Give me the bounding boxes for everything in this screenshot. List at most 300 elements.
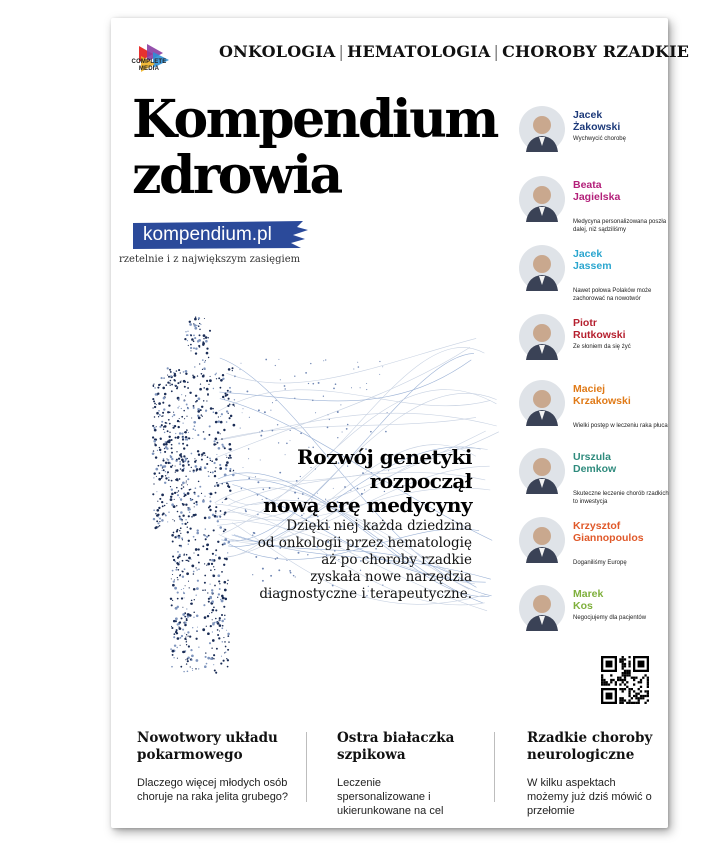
figure-dot xyxy=(159,518,161,520)
figure-dot xyxy=(187,484,188,485)
figure-dot xyxy=(221,444,223,446)
figure-dot xyxy=(159,384,161,386)
figure-dot xyxy=(217,431,219,433)
figure-dot xyxy=(201,493,202,494)
figure-dot xyxy=(215,618,217,620)
figure-dot xyxy=(159,498,161,500)
figure-dot xyxy=(227,485,229,487)
figure-dot xyxy=(223,637,224,638)
figure-dot xyxy=(172,555,174,557)
figure-dot xyxy=(228,541,230,543)
person-photo xyxy=(519,314,565,360)
figure-dot xyxy=(216,378,217,379)
figure-dot xyxy=(220,510,222,512)
figure-dot xyxy=(154,387,156,389)
person-quote: Doganiliśmy Europę xyxy=(573,560,627,566)
figure-dot xyxy=(192,438,193,439)
figure-dot xyxy=(165,447,166,448)
figure-dot xyxy=(196,615,199,618)
person-last-name: Rutkowski xyxy=(573,329,626,341)
figure-dot xyxy=(193,405,195,407)
figure-dot xyxy=(181,589,182,590)
figure-dot xyxy=(227,583,228,584)
figure-dot xyxy=(180,453,182,455)
figure-dot xyxy=(168,477,169,478)
figure-dot xyxy=(184,621,186,623)
figure-dot xyxy=(185,476,186,477)
drift-dot xyxy=(272,430,274,432)
drift-dot xyxy=(277,424,278,425)
figure-dot xyxy=(206,544,209,547)
figure-dot xyxy=(210,493,213,496)
figure-dot xyxy=(200,383,201,384)
figure-dot xyxy=(195,395,197,397)
person-first-name: Krzysztof xyxy=(573,520,621,532)
figure-dot xyxy=(199,334,201,336)
figure-dot xyxy=(212,639,215,642)
figure-dot xyxy=(153,384,155,386)
figure-dot xyxy=(179,530,180,531)
figure-dot xyxy=(221,438,223,440)
figure-dot xyxy=(180,666,182,668)
figure-dot xyxy=(214,669,216,671)
figure-dot xyxy=(171,534,174,537)
figure-dot xyxy=(156,476,157,477)
figure-dot xyxy=(161,475,164,478)
figure-dot xyxy=(158,526,159,527)
drift-dot xyxy=(275,400,276,401)
drift-dot xyxy=(340,404,341,405)
figure-dot xyxy=(153,384,154,385)
figure-dot xyxy=(228,368,231,371)
figure-dot xyxy=(173,372,174,373)
figure-dot xyxy=(177,592,179,594)
person-photo xyxy=(519,585,565,631)
figure-dot xyxy=(228,641,229,642)
figure-dot xyxy=(181,380,182,381)
figure-dot xyxy=(182,607,183,608)
figure-dot xyxy=(176,487,178,489)
figure-dot xyxy=(184,418,185,419)
figure-dot xyxy=(215,554,217,556)
figure-dot xyxy=(190,499,193,502)
person-first-name: Urszula xyxy=(573,451,611,463)
figure-dot xyxy=(216,373,217,374)
figure-dot xyxy=(176,536,178,538)
figure-dot xyxy=(179,406,180,407)
figure-dot xyxy=(204,318,205,319)
figure-dot xyxy=(174,587,177,590)
drift-dot xyxy=(290,440,291,441)
figure-dot xyxy=(213,622,215,624)
figure-dot xyxy=(162,402,164,404)
figure-dot xyxy=(175,617,178,620)
figure-dot xyxy=(207,394,209,396)
figure-dot xyxy=(215,512,216,513)
figure-dot xyxy=(187,492,190,495)
figure-dot xyxy=(162,412,164,414)
figure-dot xyxy=(183,455,185,457)
figure-dot xyxy=(187,522,188,523)
figure-dot xyxy=(222,597,225,600)
figure-dot xyxy=(200,324,201,325)
drift-dot xyxy=(241,488,243,490)
figure-dot xyxy=(177,557,179,559)
figure-dot xyxy=(181,523,183,525)
drift-dot xyxy=(243,467,244,468)
cover-lead xyxy=(258,518,472,603)
figure-dot xyxy=(189,321,191,323)
topics-bar xyxy=(219,42,689,61)
figure-dot xyxy=(191,453,193,455)
figure-dot xyxy=(185,458,187,460)
figure-dot xyxy=(188,464,190,466)
figure-dot xyxy=(202,545,204,547)
figure-dot xyxy=(183,447,185,449)
figure-dot xyxy=(215,412,218,415)
figure-dot xyxy=(196,400,198,402)
figure-dot xyxy=(202,589,204,591)
figure-dot xyxy=(181,635,183,637)
drift-dot xyxy=(278,359,279,360)
figure-dot xyxy=(217,574,220,577)
drift-dot xyxy=(360,387,361,388)
figure-dot xyxy=(159,447,160,448)
figure-dot xyxy=(208,475,210,477)
figure-dot xyxy=(183,554,184,555)
figure-dot xyxy=(220,433,221,434)
figure-dot xyxy=(187,660,189,662)
figure-dot xyxy=(210,472,211,473)
drift-dot xyxy=(325,359,326,360)
figure-dot xyxy=(187,613,190,616)
drift-dot xyxy=(241,363,242,364)
figure-dot xyxy=(216,482,218,484)
figure-dot xyxy=(152,493,154,495)
figure-dot xyxy=(213,664,214,665)
figure-dot xyxy=(175,433,176,434)
figure-dot xyxy=(161,477,162,478)
figure-dot xyxy=(171,444,173,446)
figure-dot xyxy=(173,580,175,582)
figure-dot xyxy=(204,563,205,564)
drift-dot xyxy=(257,514,258,515)
figure-dot xyxy=(193,617,194,618)
drift-dot xyxy=(329,419,330,420)
figure-dot xyxy=(173,657,174,658)
figure-dot xyxy=(192,627,193,628)
figure-dot xyxy=(181,394,182,395)
figure-dot xyxy=(197,375,198,376)
drift-dot xyxy=(358,366,360,368)
figure-dot xyxy=(206,380,208,382)
figure-dot xyxy=(184,494,186,496)
figure-dot xyxy=(182,539,183,540)
drift-dot xyxy=(342,431,343,432)
figure-dot xyxy=(224,615,225,616)
teaser-column[interactable] xyxy=(527,730,657,818)
figure-dot xyxy=(187,658,189,660)
flow-line xyxy=(219,360,471,401)
figure-dot xyxy=(162,505,164,507)
figure-dot xyxy=(207,632,210,635)
figure-dot xyxy=(196,630,198,632)
teaser-title: Ostra białaczka szpikowa xyxy=(337,730,455,763)
figure-dot xyxy=(221,627,223,629)
figure-dot xyxy=(176,459,178,461)
figure-dot xyxy=(183,400,185,402)
figure-dot xyxy=(159,472,161,474)
teaser-column[interactable] xyxy=(137,730,297,804)
figure-dot xyxy=(202,342,205,345)
person-quote: Skuteczne leczenie chorób rzadkich to inwestycja xyxy=(573,491,669,505)
figure-dot xyxy=(183,423,184,424)
figure-dot xyxy=(186,644,187,645)
figure-dot xyxy=(224,538,227,541)
figure-dot xyxy=(213,654,215,656)
figure-dot xyxy=(212,619,213,620)
figure-dot xyxy=(213,411,215,413)
figure-dot xyxy=(211,460,213,462)
figure-dot xyxy=(198,481,200,483)
figure-dot xyxy=(233,470,234,471)
figure-dot xyxy=(177,569,179,571)
figure-dot xyxy=(160,452,161,453)
person-quote: Wychwycić chorobę xyxy=(573,136,626,142)
figure-dot xyxy=(174,520,175,521)
figure-dot xyxy=(174,579,175,580)
figure-dot xyxy=(209,379,212,382)
figure-dot xyxy=(189,635,191,637)
figure-dot xyxy=(205,652,206,653)
figure-dot xyxy=(229,417,231,419)
figure-dot xyxy=(224,499,225,500)
figure-dot xyxy=(216,442,218,444)
figure-dot xyxy=(180,511,183,514)
figure-dot xyxy=(183,486,185,488)
drift-dot xyxy=(337,411,339,413)
figure-dot xyxy=(206,352,209,355)
figure-dot xyxy=(213,388,214,389)
figure-dot xyxy=(206,536,208,538)
figure-dot xyxy=(194,337,196,339)
figure-dot xyxy=(203,400,204,401)
figure-dot xyxy=(168,511,169,512)
drift-dot xyxy=(357,362,358,363)
figure-dot xyxy=(177,577,178,578)
drift-dot xyxy=(253,532,255,534)
figure-dot xyxy=(172,600,173,601)
person-first-name: Jacek xyxy=(573,248,603,260)
figure-dot xyxy=(178,536,181,539)
figure-dot xyxy=(201,406,203,408)
figure-dot xyxy=(169,369,171,371)
figure-dot xyxy=(204,582,206,584)
teaser-column[interactable] xyxy=(337,730,467,818)
figure-dot xyxy=(163,377,165,379)
figure-dot xyxy=(221,413,223,415)
figure-dot xyxy=(197,529,199,531)
person-name xyxy=(573,588,603,612)
figure-dot xyxy=(195,352,197,354)
figure-dot xyxy=(217,520,219,522)
drift-dot xyxy=(366,389,367,390)
figure-dot xyxy=(225,464,228,467)
figure-dot xyxy=(227,405,229,407)
figure-dot xyxy=(154,444,156,446)
figure-dot xyxy=(165,477,167,479)
figure-dot xyxy=(177,623,179,625)
figure-dot xyxy=(234,399,235,400)
figure-dot xyxy=(179,421,180,422)
drift-dot xyxy=(346,428,348,430)
figure-dot xyxy=(171,480,173,482)
figure-dot xyxy=(185,659,186,660)
figure-dot xyxy=(177,386,179,388)
figure-dot xyxy=(185,395,186,396)
figure-dot xyxy=(196,587,199,590)
figure-dot xyxy=(171,626,172,627)
figure-dot xyxy=(153,518,155,520)
figure-dot xyxy=(226,461,229,464)
figure-dot xyxy=(171,384,173,386)
figure-dot xyxy=(173,379,175,381)
figure-dot xyxy=(196,569,197,570)
figure-dot xyxy=(183,588,184,589)
figure-dot xyxy=(224,393,226,395)
figure-dot xyxy=(175,631,177,633)
figure-dot xyxy=(207,657,210,660)
figure-dot xyxy=(232,474,235,477)
person-photo xyxy=(519,380,565,426)
drift-dot xyxy=(351,387,352,388)
figure-dot xyxy=(187,334,189,336)
site-url[interactable]: kompendium.pl xyxy=(143,224,272,245)
figure-dot xyxy=(162,415,163,416)
complete-media-logo xyxy=(133,34,173,80)
figure-dot xyxy=(204,361,206,363)
figure-dot xyxy=(168,479,170,481)
figure-dot xyxy=(175,620,177,622)
drift-dot xyxy=(366,383,367,384)
figure-dot xyxy=(193,552,194,553)
figure-dot xyxy=(189,512,190,513)
figure-dot xyxy=(183,410,185,412)
figure-dot xyxy=(169,423,171,425)
figure-dot xyxy=(167,521,168,522)
figure-dot xyxy=(227,633,230,636)
drift-dot xyxy=(379,374,380,375)
figure-dot xyxy=(199,363,200,364)
figure-dot xyxy=(212,631,213,632)
drift-dot xyxy=(245,509,246,510)
figure-dot xyxy=(219,619,221,621)
tagline: rzetelnie i z największym zasięgiem xyxy=(119,254,301,265)
figure-dot xyxy=(162,387,165,390)
figure-dot xyxy=(227,649,229,651)
figure-dot xyxy=(194,327,197,330)
figure-dot xyxy=(229,443,232,446)
figure-dot xyxy=(163,458,164,459)
figure-dot xyxy=(195,668,196,669)
figure-dot xyxy=(228,398,230,400)
person-quote: Negocjujemy dla pacjentów xyxy=(573,615,647,621)
headline-line: rozpoczął xyxy=(369,469,472,493)
figure-dot xyxy=(180,645,181,646)
figure-dot xyxy=(182,613,185,616)
figure-dot xyxy=(193,407,195,409)
drift-dot xyxy=(255,476,256,477)
figure-dot xyxy=(209,559,211,561)
figure-dot xyxy=(177,494,179,496)
figure-dot xyxy=(198,647,199,648)
figure-dot xyxy=(189,471,190,472)
figure-dot xyxy=(213,658,214,659)
figure-dot xyxy=(191,565,194,568)
figure-dot xyxy=(222,502,223,503)
figure-dot xyxy=(198,562,200,564)
figure-dot xyxy=(185,650,186,651)
figure-dot xyxy=(154,429,157,432)
figure-dot xyxy=(219,631,220,632)
figure-dot xyxy=(167,462,169,464)
drift-dot xyxy=(323,396,324,397)
figure-dot xyxy=(212,609,215,612)
figure-dot xyxy=(177,658,178,659)
figure-dot xyxy=(170,371,172,373)
figure-dot xyxy=(215,621,217,623)
figure-dot xyxy=(207,563,210,566)
qr-code[interactable] xyxy=(601,656,649,704)
figure-dot xyxy=(172,465,173,466)
figure-dot xyxy=(195,487,197,489)
figure-dot xyxy=(164,465,167,468)
figure-dot xyxy=(163,429,164,430)
figure-dot xyxy=(211,559,214,562)
figure-dot xyxy=(214,569,215,570)
figure-dot xyxy=(222,396,224,398)
separator: | xyxy=(493,42,500,61)
figure-dot xyxy=(190,334,192,336)
figure-dot xyxy=(202,369,203,370)
figure-dot xyxy=(181,570,182,571)
figure-dot xyxy=(186,572,189,575)
figure-dot xyxy=(162,512,164,514)
figure-dot xyxy=(176,567,177,568)
site-banner[interactable] xyxy=(133,221,308,249)
figure-dot xyxy=(154,403,156,405)
person-photo xyxy=(519,176,565,222)
figure-dot xyxy=(209,500,211,502)
figure-dot xyxy=(201,373,203,375)
figure-dot xyxy=(218,580,220,582)
figure-dot xyxy=(187,507,188,508)
figure-dot xyxy=(214,475,216,477)
figure-dot xyxy=(232,370,233,371)
figure-dot xyxy=(200,409,202,411)
figure-dot xyxy=(181,597,183,599)
figure-dot xyxy=(196,503,198,505)
figure-dot xyxy=(219,467,222,470)
figure-dot xyxy=(215,510,217,512)
figure-dot xyxy=(177,579,178,580)
figure-dot xyxy=(161,421,163,423)
figure-dot xyxy=(209,509,211,511)
figure-dot xyxy=(177,598,179,600)
person-first-name: Piotr xyxy=(573,317,597,329)
figure-dot xyxy=(185,331,186,332)
drift-dot xyxy=(353,368,354,369)
